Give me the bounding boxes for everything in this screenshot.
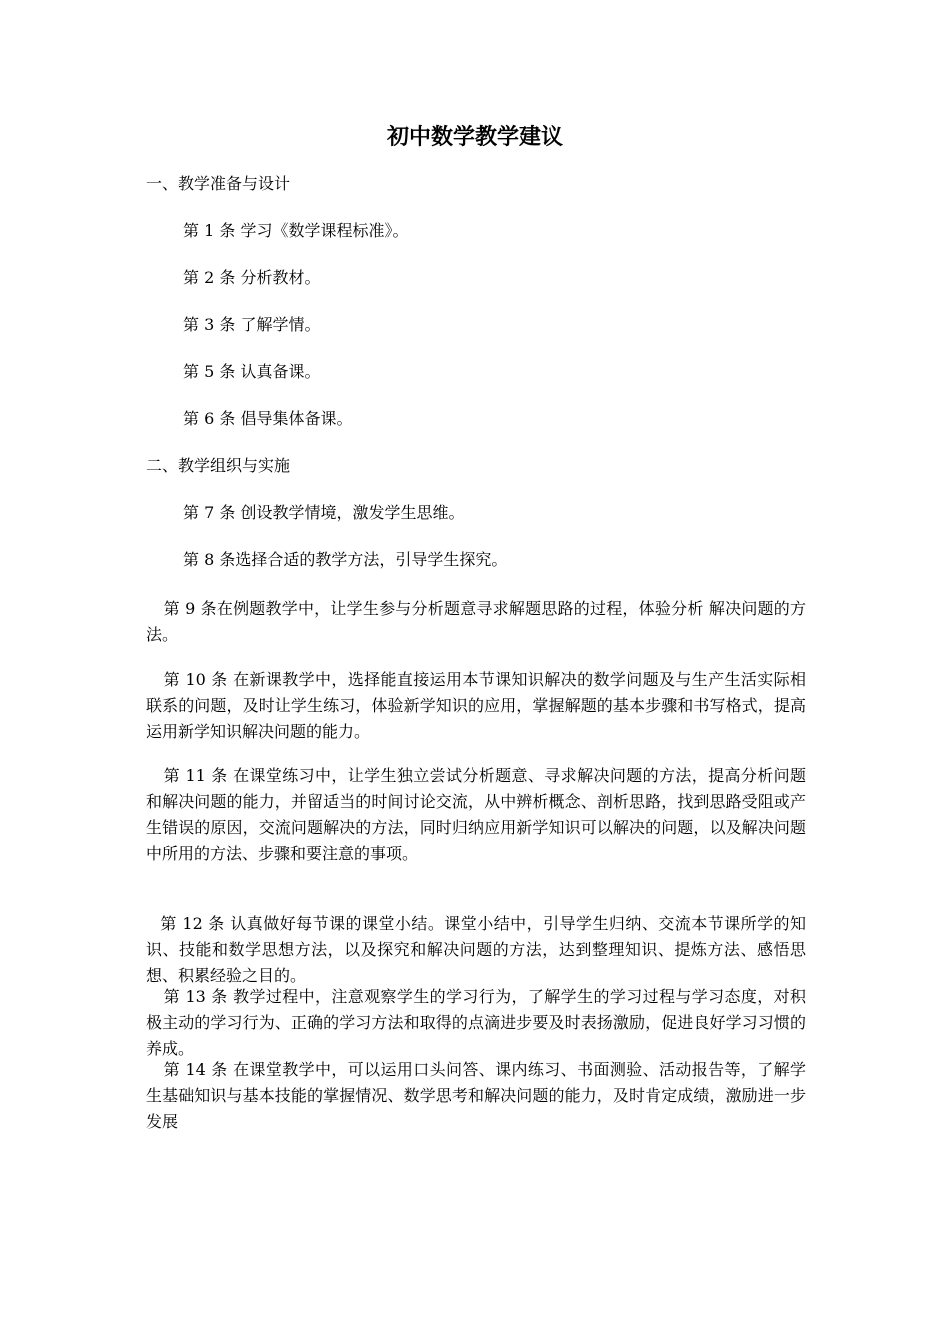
article-paragraph-9: 第 9 条在例题教学中，让学生参与分析题意寻求解题思路的过程，体验分析 解决问题的方法。 xyxy=(146,599,806,644)
article-item-5: 第 5 条 认真备课。 xyxy=(183,362,321,381)
section-heading-1: 一、教学准备与设计 xyxy=(146,174,291,193)
section-heading-2: 二、教学组织与实施 xyxy=(146,456,291,475)
article-item-7: 第 7 条 创设教学情境，激发学生思维。 xyxy=(183,503,465,522)
article-item-3: 第 3 条 了解学情。 xyxy=(183,315,321,334)
article-paragraph-10: 第 10 条 在新课教学中，选择能直接运用本节课知识解决的数学问题及与生产生活实际相联系的问题，及时让学生练习，体验新学知识的应用，掌握解题的基本步骤和书写格式，提高运用新学知识解决问题的能力。 xyxy=(146,670,806,741)
article-paragraph-11: 第 11 条 在课堂练习中，让学生独立尝试分析题意、寻求解决问题的方法，提高分析问题和解决问题的能力，并留适当的时间讨论交流，从中辨析概念、剖析思路，找到思路受阻或产生错误的原因，交流问题解决的方法，同时归纳应用新学知识可以解决的问题，以及解决问题中所用的方法、步骤和要注意的事项。 xyxy=(146,766,806,863)
article-item-6: 第 6 条 倡导集体备课。 xyxy=(183,409,353,428)
article-paragraph-12: 第 12 条 认真做好每节课的课堂小结。课堂小结中，引导学生归纳、交流本节课所学的知识、技能和数学思想方法，以及探究和解决问题的方法，达到整理知识、提炼方法、感悟思想、积累经验之目的。 xyxy=(146,914,806,985)
article-item-2: 第 2 条 分析教材。 xyxy=(183,268,321,287)
article-item-8: 第 8 条选择合适的教学方法，引导学生探究。 xyxy=(183,550,508,569)
article-paragraph-14: 第 14 条 在课堂教学中，可以运用口头问答、课内练习、书面测验、活动报告等，了解学生基础知识与基本技能的掌握情况、数学思考和解决问题的能力，及时肯定成绩，激励进一步发展 xyxy=(146,1060,806,1131)
article-paragraph-13: 第 13 条 教学过程中，注意观察学生的学习行为，了解学生的学习过程与学习态度，对积极主动的学习行为、正确的学习方法和取得的点滴进步要及时表扬激励，促进良好学习习惯的养成。 xyxy=(146,987,806,1058)
article-item-1: 第 1 条 学习《数学课程标准》。 xyxy=(183,221,409,240)
document-title: 初中数学教学建议 xyxy=(386,124,563,150)
